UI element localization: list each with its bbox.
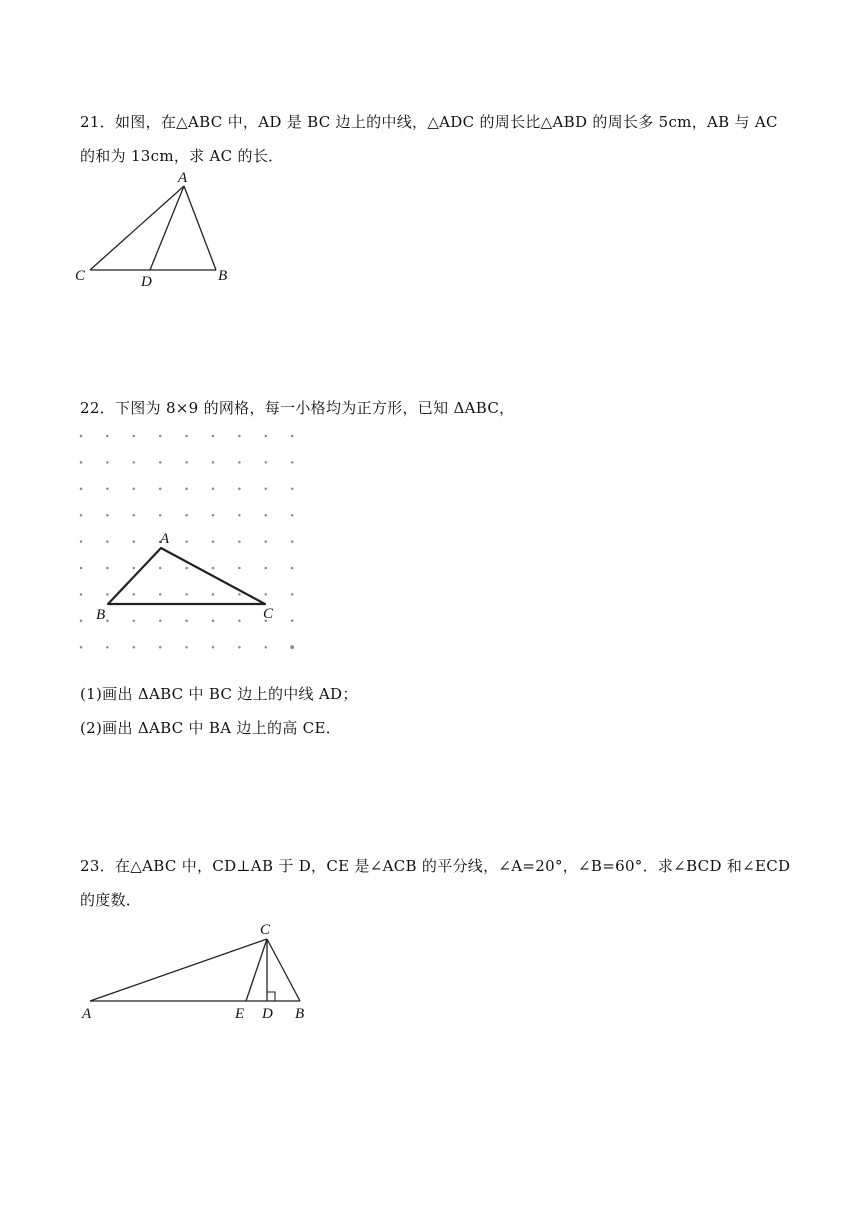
grid-dot (185, 593, 188, 596)
q23-triangle-figure (70, 918, 330, 1028)
grid-dot (238, 461, 241, 464)
grid-dot (238, 620, 241, 623)
q21-label-d: D (141, 274, 152, 290)
grid-dot (212, 435, 215, 438)
grid-dot (80, 593, 83, 596)
grid-dot (291, 514, 294, 517)
grid-dot (265, 567, 268, 570)
grid-dot (238, 435, 241, 438)
grid-dot (185, 514, 188, 517)
grid-dot (212, 514, 215, 517)
q23-segment-ce (246, 939, 267, 1001)
grid-dot (212, 646, 215, 649)
q21-triangle-figure (70, 168, 240, 293)
grid-dot (133, 435, 136, 438)
q21-text-line1: 21．如图，在△ABC 中，AD 是 BC 边上的中线，△ADC 的周长比△ABD 的周长多 5cm，AB 与 AC (80, 113, 778, 131)
grid-dot (291, 540, 294, 543)
q23-text-line1: 23．在△ABC 中，CD⊥AB 于 D，CE 是∠ACB 的平分线，∠A=20°，∠B=60°．求∠BCD 和∠ECD (80, 857, 791, 875)
q21-text-line2: 的和为 13cm，求 AC 的长． (80, 147, 284, 165)
grid-dot (80, 514, 83, 517)
grid-dot (106, 620, 109, 623)
grid-dot (291, 620, 294, 623)
grid-dot (106, 435, 109, 438)
grid-dot (133, 540, 136, 543)
grid-dot (133, 620, 136, 623)
grid-dot (238, 646, 241, 649)
grid-dot (159, 567, 162, 570)
q22-subquestion-1: (1)画出 ΔABC 中 BC 边上的中线 AD； (80, 685, 358, 703)
grid-dot (133, 488, 136, 491)
q23-label-b: B (295, 1006, 305, 1022)
q22-grid-figure (70, 425, 335, 675)
grid-dot (238, 540, 241, 543)
grid-dot (159, 435, 162, 438)
q21-label-b: B (218, 268, 228, 284)
grid-dot (265, 593, 268, 596)
grid-dot (185, 540, 188, 543)
grid-dot (291, 435, 294, 438)
q21-segment-ad (150, 186, 184, 270)
q21-segment-ca (90, 186, 184, 270)
grid-dot (106, 461, 109, 464)
grid-dot (159, 488, 162, 491)
q23-right-angle-mark (267, 992, 275, 1001)
grid-dot (80, 488, 83, 491)
q21-segment-ab (184, 186, 216, 270)
grid-dot (80, 540, 83, 543)
grid-dot (80, 567, 83, 570)
grid-dot (185, 620, 188, 623)
grid-dot (159, 646, 162, 649)
grid-dot (185, 435, 188, 438)
grid-dot (265, 514, 268, 517)
grid-dot (212, 620, 215, 623)
q23-label-d: D (262, 1006, 273, 1022)
grid-dot (185, 646, 188, 649)
grid-dot (265, 646, 268, 649)
q22-label-c: C (263, 606, 274, 622)
grid-dot (238, 488, 241, 491)
grid-dot (290, 645, 294, 649)
grid-dot (212, 540, 215, 543)
grid-dot (106, 540, 109, 543)
grid-dot (106, 514, 109, 517)
q23-label-e: E (235, 1006, 245, 1022)
q23-text-line2: 的度数． (80, 891, 142, 909)
grid-dot (265, 435, 268, 438)
q21-label-c: C (75, 268, 86, 284)
grid-dot (159, 514, 162, 517)
grid-dot (106, 567, 109, 570)
q23-label-c: C (260, 922, 271, 938)
grid-dot (265, 461, 268, 464)
grid-dot (212, 593, 215, 596)
grid-dot (159, 461, 162, 464)
grid-dot (80, 461, 83, 464)
q22-label-b: B (96, 607, 106, 623)
q22-subquestion-2: (2)画出 ΔABC 中 BA 边上的高 CE． (80, 719, 342, 737)
q23-segment-ac (90, 939, 267, 1001)
grid-dot (212, 488, 215, 491)
grid-dot (291, 461, 294, 464)
grid-dot (80, 435, 83, 438)
grid-dot (238, 593, 241, 596)
grid-dot (238, 567, 241, 570)
grid-dot (133, 646, 136, 649)
grid-dot (238, 514, 241, 517)
grid-dot (80, 646, 83, 649)
q22-text-line1: 22．下图为 8×9 的网格，每一小格均为正方形，已知 ΔABC， (80, 399, 515, 417)
grid-dot (185, 567, 188, 570)
q22-grid-dots (80, 435, 294, 649)
grid-dot (80, 620, 83, 623)
grid-dot (106, 488, 109, 491)
grid-dot (212, 567, 215, 570)
grid-dot (159, 593, 162, 596)
grid-dot (133, 461, 136, 464)
grid-dot (159, 620, 162, 623)
q21-label-a: A (178, 170, 188, 186)
grid-dot (265, 540, 268, 543)
grid-dot (133, 567, 136, 570)
grid-dot (291, 593, 294, 596)
grid-dot (291, 567, 294, 570)
grid-dot (291, 488, 294, 491)
grid-dot (212, 461, 215, 464)
grid-dot (133, 593, 136, 596)
grid-dot (185, 488, 188, 491)
grid-dot (106, 593, 109, 596)
grid-dot (185, 461, 188, 464)
q23-label-a: A (82, 1006, 92, 1022)
q22-label-a: A (160, 531, 170, 547)
grid-dot (133, 514, 136, 517)
grid-dot (106, 646, 109, 649)
grid-dot (265, 488, 268, 491)
